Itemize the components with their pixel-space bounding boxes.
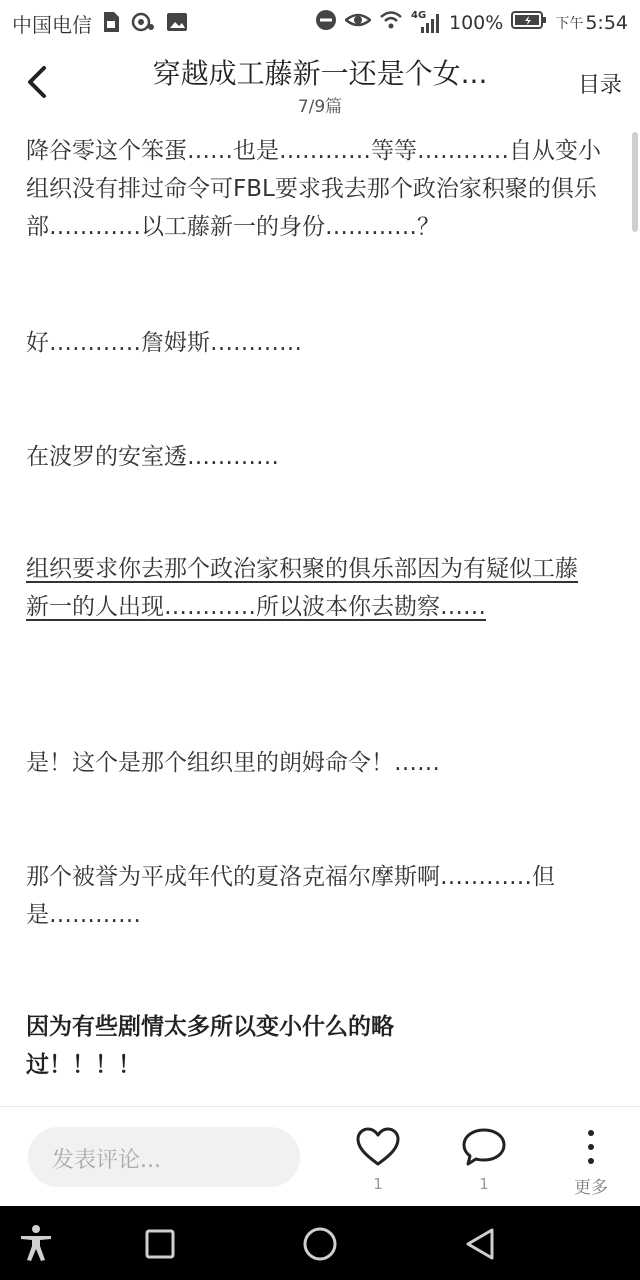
ampm-label: 下午 bbox=[555, 15, 584, 32]
comment-placeholder: 发表评论... bbox=[52, 1148, 161, 1173]
like-count: 1 bbox=[373, 1175, 383, 1193]
battery-icon bbox=[511, 11, 547, 34]
more-button[interactable] bbox=[551, 1127, 631, 1198]
battery-percent: 100% bbox=[449, 11, 504, 34]
status-left bbox=[12, 9, 188, 38]
image-icon bbox=[166, 12, 188, 36]
paragraph-6: 那个被誉为平成年代的夏洛克福尔摩斯啊…………但是………… bbox=[26, 864, 555, 928]
home-icon[interactable] bbox=[302, 1226, 338, 1266]
sim-card-icon bbox=[102, 11, 120, 37]
page-title: 穿越成工藤新一还是个女... bbox=[152, 57, 488, 90]
back-button[interactable] bbox=[22, 62, 56, 102]
back-triangle-icon[interactable] bbox=[462, 1226, 498, 1266]
paragraph-5: 是！这个是那个组织里的朗姆命令！…… bbox=[26, 750, 440, 776]
bottom-action-bar bbox=[0, 1106, 640, 1207]
carrier-label: 中国电信 bbox=[12, 13, 92, 37]
comments-button[interactable] bbox=[444, 1127, 524, 1193]
comment-count: 1 bbox=[479, 1175, 489, 1193]
clock: 5:54 bbox=[585, 11, 628, 34]
table-of-contents-button[interactable]: 目录 bbox=[577, 73, 622, 98]
heart-icon bbox=[356, 1127, 400, 1167]
more-vertical-icon bbox=[569, 1127, 613, 1167]
status-bar bbox=[0, 0, 640, 44]
paragraph-7: 因为有些剧情太多所以变小什么的略过！！！！ bbox=[26, 1014, 394, 1078]
accessibility-icon[interactable] bbox=[18, 1224, 54, 1266]
status-right bbox=[315, 9, 628, 36]
paragraph-3: 在波罗的安室透………… bbox=[26, 444, 279, 470]
system-navigation-bar bbox=[0, 1206, 640, 1280]
comment-bubble-icon bbox=[462, 1127, 506, 1167]
top-nav-bar bbox=[0, 44, 640, 124]
story-content bbox=[26, 128, 616, 1104]
paragraph-2: 好…………詹姆斯………… bbox=[26, 330, 302, 356]
eye-notification-icon bbox=[130, 11, 156, 37]
like-button[interactable] bbox=[338, 1127, 418, 1193]
wifi-icon bbox=[379, 10, 403, 35]
chapter-indicator: 7/9篇 bbox=[297, 97, 343, 117]
scrollbar-thumb[interactable] bbox=[632, 132, 638, 232]
paragraph-4: 组织要求你去那个政治家积聚的俱乐部因为有疑似工藤新一的人出现…………所以波本你去勘察…… bbox=[26, 556, 578, 620]
do-not-disturb-icon bbox=[315, 9, 337, 36]
back-arrow-icon bbox=[22, 62, 56, 102]
eye-comfort-icon bbox=[345, 10, 371, 35]
comment-input[interactable] bbox=[28, 1127, 300, 1187]
network-type-label: 4G bbox=[411, 9, 427, 21]
signal-icon bbox=[411, 9, 441, 34]
paragraph-1: 降谷零这个笨蛋……也是…………等等…………自从变小组织没有排过命令可FBL要求我去那个政治家积聚的俱乐部…………以工藤新一的身份…………？ bbox=[26, 138, 601, 240]
recent-apps-icon[interactable] bbox=[144, 1228, 176, 1264]
more-label: 更多 bbox=[574, 1178, 608, 1198]
